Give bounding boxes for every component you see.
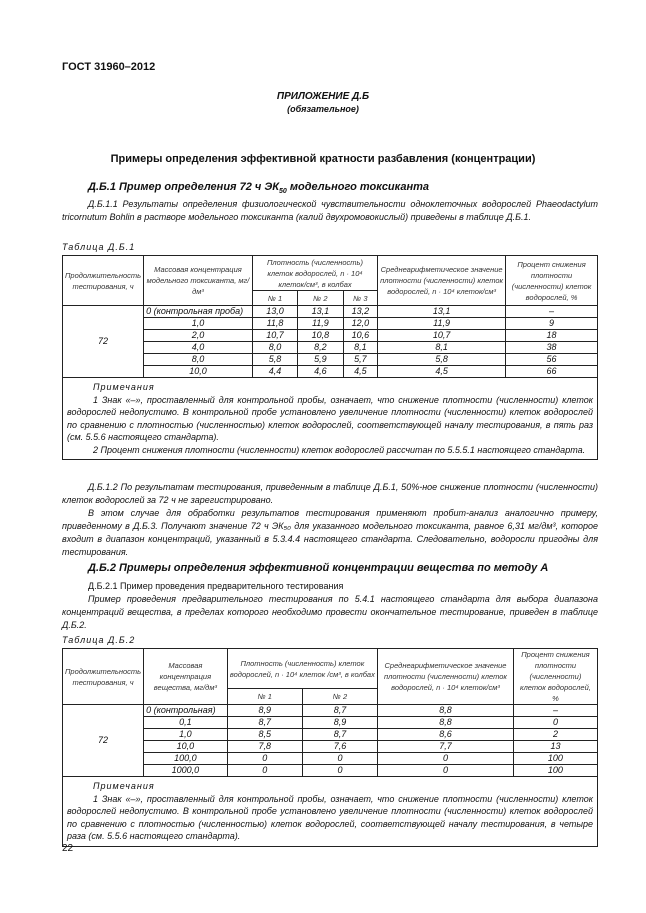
table-2-header-duration: Продолжительность тестирования, ч xyxy=(63,649,144,705)
table-cell: 11,9 xyxy=(298,318,343,330)
table-cell: 13,1 xyxy=(378,306,506,318)
section-1-heading: Д.Б.1 Пример определения 72 ч $ЭК_{50}$ модельного токсиканта xyxy=(88,181,430,196)
table-cell: 0 xyxy=(378,765,514,777)
table-cell: 18 xyxy=(506,330,598,342)
table-cell: 10,6 xyxy=(343,330,378,342)
section-2-heading: Д.Б.2 Примеры определения эффективной концентрации вещества по методу А xyxy=(88,562,549,574)
table-cell: 38 xyxy=(506,342,598,354)
appendix-title: ПРИЛОЖЕНИЕ Д.Б xyxy=(276,91,370,102)
table-2-header-concentration: Массовая концентрация вещества, мг/дм³ xyxy=(144,649,228,705)
table-cell: 0 (контрольная) xyxy=(144,705,228,717)
table-cell: 4,4 xyxy=(252,366,297,378)
table-cell: 7,7 xyxy=(378,741,514,753)
table-cell: 11,9 xyxy=(378,318,506,330)
table-cell: 56 xyxy=(506,354,598,366)
table-cell: 100 xyxy=(513,753,597,765)
table-cell: 8,9 xyxy=(227,705,302,717)
table-cell: 10,7 xyxy=(252,330,297,342)
table-cell: 0 xyxy=(302,765,377,777)
table-1-header-percent: Процент снижения плотности (численности) клеток водорослей, % xyxy=(506,256,598,306)
table-cell: 8,7 xyxy=(302,729,377,741)
table-cell: 4,0 xyxy=(144,342,253,354)
table-2-caption: Таблица Д.Б.2 xyxy=(62,635,136,645)
table-cell: 8,0 xyxy=(252,342,297,354)
table-row xyxy=(63,717,598,729)
table-cell: 8,6 xyxy=(378,729,514,741)
table-cell: 0 xyxy=(227,765,302,777)
table-2-header-percent: Процент снижения плотности (численности) клеток водорослей, % xyxy=(513,649,597,705)
table-cell: 8,7 xyxy=(227,717,302,729)
table-cell: 0 xyxy=(513,717,597,729)
table-2-header-density: Плотность (численность) клеток водорослей, n · 10⁴ клеток /см³, в колбах xyxy=(227,649,377,689)
table-cell: 5,7 xyxy=(343,354,378,366)
table-cell: 1,0 xyxy=(144,729,228,741)
table-cell: 10,8 xyxy=(298,330,343,342)
table-row xyxy=(63,741,598,753)
paragraph-db-1-1: Д.Б.1.1 Результаты определения физиологической чувствительности одноклеточных водорослей Phaeodactylum tricornutum Bohlin в растворе модельного токсиканта (калий двухромовокислый) приведены в таблице Д.Б.1. xyxy=(62,199,598,222)
table-row xyxy=(63,729,598,741)
paragraph-db-1-2: Д.Б.1.2 По результатам тестирования, приведенным в таблице Д.Б.1, 50%-ное снижение плотности (численности) клеток водорослей за 72 ч не зарегистрировано. В этом случае для обработки результатов тестирования применяют пробит-анализ аналогично примеру, приведенному в Д.Б.3. Получают значение 72 ч ЭК₅₀ для указанного модельного токсиканта, равное 6,31 мг/дм³, которое входит в диапазон концентраций, указанный в 5.3.4.4 настоящего стандарта. Следовательно, водоросли пригодны для тестирования. xyxy=(62,482,598,557)
table-cell: 8,2 xyxy=(298,342,343,354)
table-cell: 10,7 xyxy=(378,330,506,342)
table-2 xyxy=(62,648,598,847)
main-heading: Примеры определения эффективной кратности разбавления (концентрации) xyxy=(110,153,536,165)
table-cell: 13,0 xyxy=(252,306,297,318)
page-number: 22 xyxy=(62,843,74,854)
table-1 xyxy=(62,255,598,460)
document-header: ГОСТ 31960–2012 xyxy=(62,61,156,73)
table-2-duration: 72 xyxy=(63,705,144,777)
table-1-caption: Таблица Д.Б.1 xyxy=(62,242,136,252)
table-cell: 8,1 xyxy=(378,342,506,354)
table-cell: 2 xyxy=(513,729,597,741)
table-cell: 13,2 xyxy=(343,306,378,318)
table-cell: 8,1 xyxy=(343,342,378,354)
table-1-header-n1: № 1 xyxy=(252,291,297,306)
table-2-header-mean: Среднеарифметическое значение плотности (численности) клеток водорослей, n · 10⁴ клеток/см³ xyxy=(378,649,514,705)
table-cell: – xyxy=(506,306,598,318)
table-2-notes: Примечания 1 Знак «–», проставленный для контрольной пробы, означает, что снижение плотности (численности) клеток водорослей недопустимо. В контрольной пробе установлено увеличение плотности (численности) клеток водорослей по сравнению с плотностью (численностью) клеток водорослей, соответствующей началу тестирования, в четыре раза (см. 5.5.6 настоящего стандарта). xyxy=(63,777,598,847)
table-cell: 7,8 xyxy=(227,741,302,753)
table-row xyxy=(63,330,598,342)
table-cell: – xyxy=(513,705,597,717)
table-cell: 10,0 xyxy=(144,366,253,378)
table-1-duration: 72 xyxy=(63,306,144,378)
table-1-header-n2: № 2 xyxy=(298,291,343,306)
table-2-header-n2: № 2 xyxy=(302,689,377,705)
table-cell: 8,0 xyxy=(144,354,253,366)
table-cell: 1,0 xyxy=(144,318,253,330)
table-1-notes: Примечания 1 Знак «–», проставленный для контрольной пробы, означает, что снижение плотности (численности) клеток водорослей недопустимо. В контрольной пробе установлено увеличение плотности (численности) клеток водорослей по сравнению с плотностью (численностью) клеток водорослей, соответствующей началу тестирования, в пять раз (см. 5.5.6 настоящего стандарта). 2 Процент снижения плотности (численности) клеток водорослей рассчитан по 5.5.5.1 настоящего стандарта. xyxy=(63,378,598,460)
table-cell: 5,9 xyxy=(298,354,343,366)
table-row xyxy=(63,366,598,378)
table-cell: 13 xyxy=(513,741,597,753)
table-row xyxy=(63,753,598,765)
table-1-header-duration: Продолжительность тестирования, ч xyxy=(63,256,144,306)
table-cell: 8,7 xyxy=(302,705,377,717)
table-row xyxy=(63,342,598,354)
table-cell: 4,5 xyxy=(378,366,506,378)
table-cell: 0 xyxy=(378,753,514,765)
table-1-header-n3: № 3 xyxy=(343,291,378,306)
table-row xyxy=(63,765,598,777)
table-1-header-density: Плотность (численность) клеток водорослей, n · 10⁴ клеток/см³, в колбах xyxy=(252,256,377,291)
table-cell: 4,6 xyxy=(298,366,343,378)
table-1-header-mean: Среднеарифметическое значение плотности (численности) клеток водорослей, n · 10⁴ клеток/см³ xyxy=(378,256,506,306)
table-cell: 4,5 xyxy=(343,366,378,378)
table-cell: 5,8 xyxy=(378,354,506,366)
appendix-subtitle: (обязательное) xyxy=(287,104,359,114)
table-cell: 0 (контрольная проба) xyxy=(144,306,253,318)
table-cell: 66 xyxy=(506,366,598,378)
table-cell: 0 xyxy=(302,753,377,765)
table-row xyxy=(63,306,598,318)
table-cell: 12,0 xyxy=(343,318,378,330)
table-cell: 100,0 xyxy=(144,753,228,765)
table-cell: 9 xyxy=(506,318,598,330)
table-cell: 13,1 xyxy=(298,306,343,318)
table-cell: 2,0 xyxy=(144,330,253,342)
table-1-header-concentration: Массовая концентрация модельного токсиканта, мг/дм³ xyxy=(144,256,253,306)
table-cell: 8,5 xyxy=(227,729,302,741)
table-cell: 100 xyxy=(513,765,597,777)
table-cell: 0,1 xyxy=(144,717,228,729)
table-row xyxy=(63,318,598,330)
table-cell: 7,6 xyxy=(302,741,377,753)
table-cell: 8,9 xyxy=(302,717,377,729)
table-cell: 8,8 xyxy=(378,705,514,717)
paragraph-db-2-1: Д.Б.2.1 Пример проведения предварительного тестирования Пример проведения предварительного тестирования по 5.4.1 настоящего стандарта для выбора диапазона концентраций вещества, в пределах которого необходимо провести окончательное тестирование, приведен в таблице Д.Б.2. xyxy=(62,581,598,630)
table-cell: 11,8 xyxy=(252,318,297,330)
table-cell: 5,8 xyxy=(252,354,297,366)
table-cell: 10,0 xyxy=(144,741,228,753)
table-cell: 1000,0 xyxy=(144,765,228,777)
table-2-header-n1: № 1 xyxy=(227,689,302,705)
table-cell: 0 xyxy=(227,753,302,765)
table-cell: 8,8 xyxy=(378,717,514,729)
table-row xyxy=(63,354,598,366)
table-row xyxy=(63,705,598,717)
